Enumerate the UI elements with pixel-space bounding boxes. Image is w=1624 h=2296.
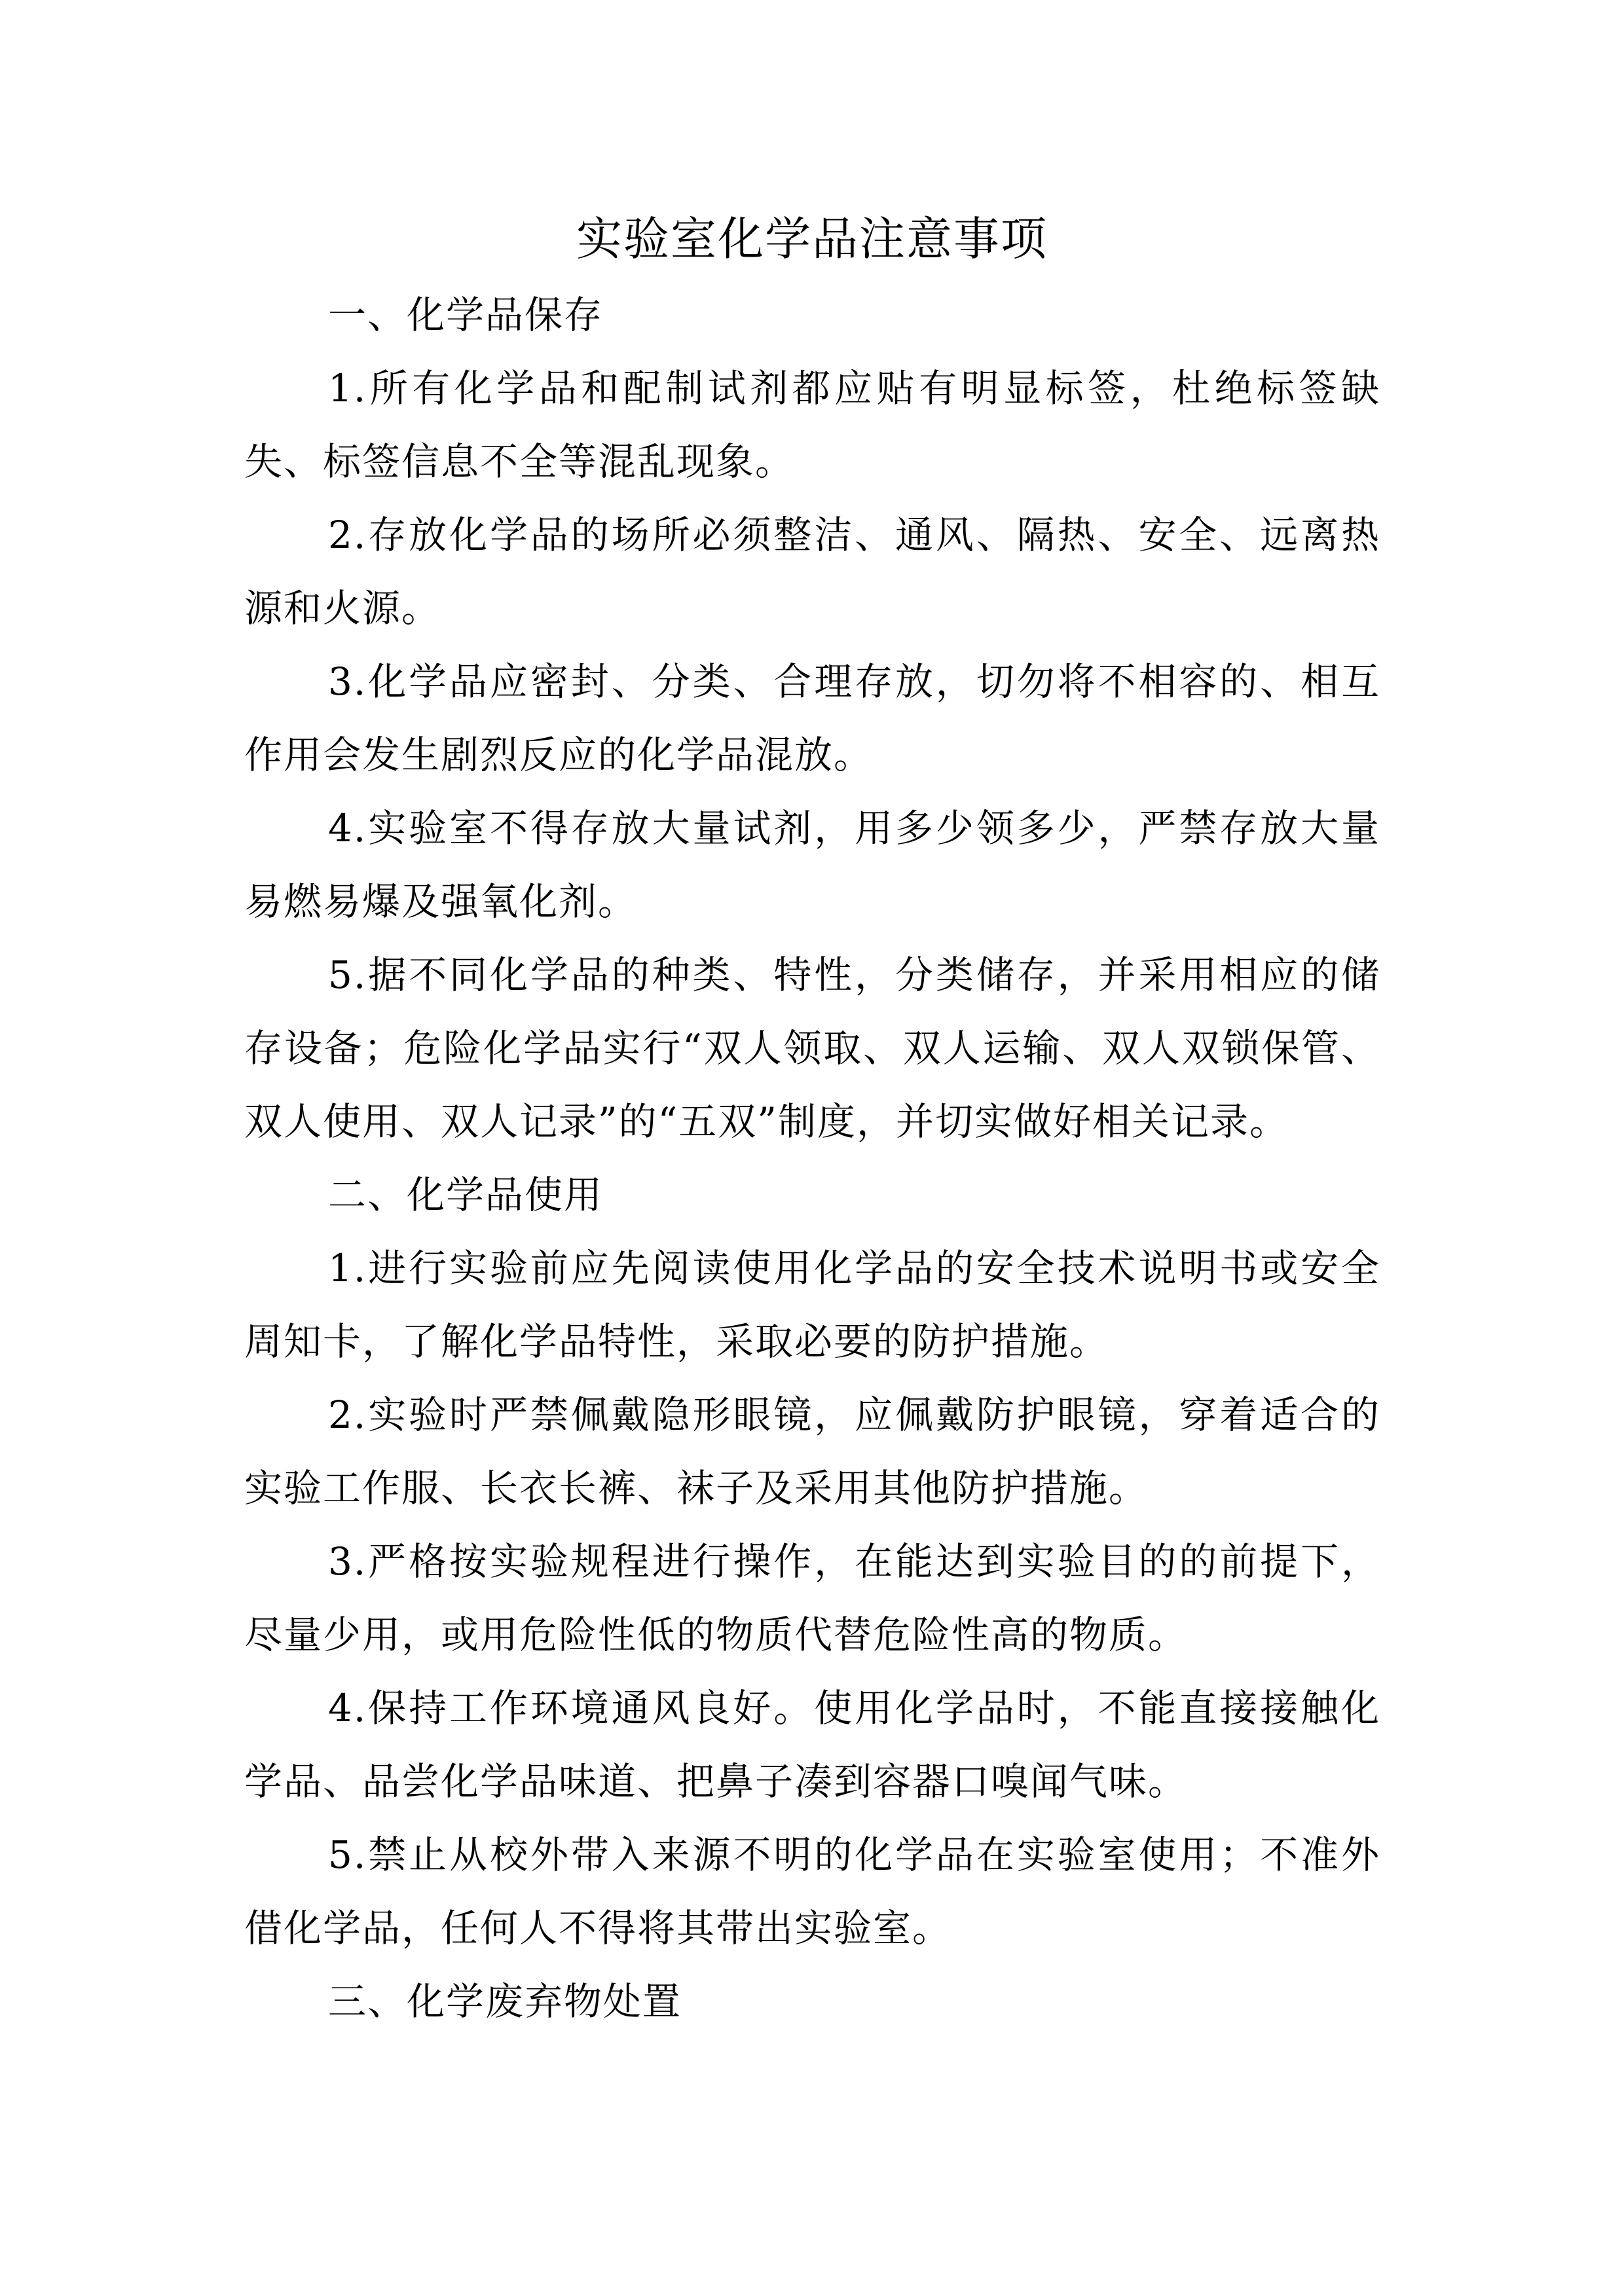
storage-item-2: 2.存放化学品的场所必须整洁、通风、隔热、安全、远离热源和火源。 [244,513,1380,630]
storage-item-4: 4.实验室不得存放大量试剂，用多少领多少，严禁存放大量易燃易爆及强氧化剂。 [244,806,1380,924]
usage-item-2: 2.实验时严禁佩戴隐形眼镜，应佩戴防护眼镜，穿着适合的实验工作服、长衣长裤、袜子及采用其他防护措施。 [244,1393,1380,1510]
usage-item-4: 4.保持工作环境通风良好。使用化学品时，不能直接接触化学品、品尝化学品味道、把鼻子凑到容器口嗅闻气味。 [244,1686,1380,1804]
document-body [244,278,1380,2038]
storage-item-1: 1.所有化学品和配制试剂都应贴有明显标签，杜绝标签缺失、标签信息不全等混乱现象。 [244,366,1380,484]
section-heading-disposal: 三、化学废弃物处置 [328,1979,682,2024]
storage-item-3: 3.化学品应密封、分类、合理存放，切勿将不相容的、相互作用会发生剧烈反应的化学品混放。 [244,659,1380,777]
usage-item-3: 3.严格按实验规程进行操作，在能达到实验目的的前提下，尽量少用，或用危险性低的物质代替危险性高的物质。 [244,1539,1380,1657]
section-heading-usage: 二、化学品使用 [328,1173,604,1217]
usage-item-5: 5.禁止从校外带入来源不明的化学品在实验室使用；不准外借化学品，任何人不得将其带出实验室。 [244,1832,1380,1950]
section-heading-storage: 一、化学品保存 [328,293,604,337]
storage-item-5: 5.据不同化学品的种类、特性，分类储存，并采用相应的储存设备；危险化学品实行“双人领取、双人运输、双人双锁保管、双人使用、双人记录”的“五双”制度，并切实做好相关记录。 [244,953,1380,1144]
usage-item-1: 1.进行实验前应先阅读使用化学品的安全技术说明书或安全周知卡，了解化学品特性，采取必要的防护措施。 [244,1246,1380,1364]
document-title: 实验室化学品注意事项 [576,212,1048,266]
